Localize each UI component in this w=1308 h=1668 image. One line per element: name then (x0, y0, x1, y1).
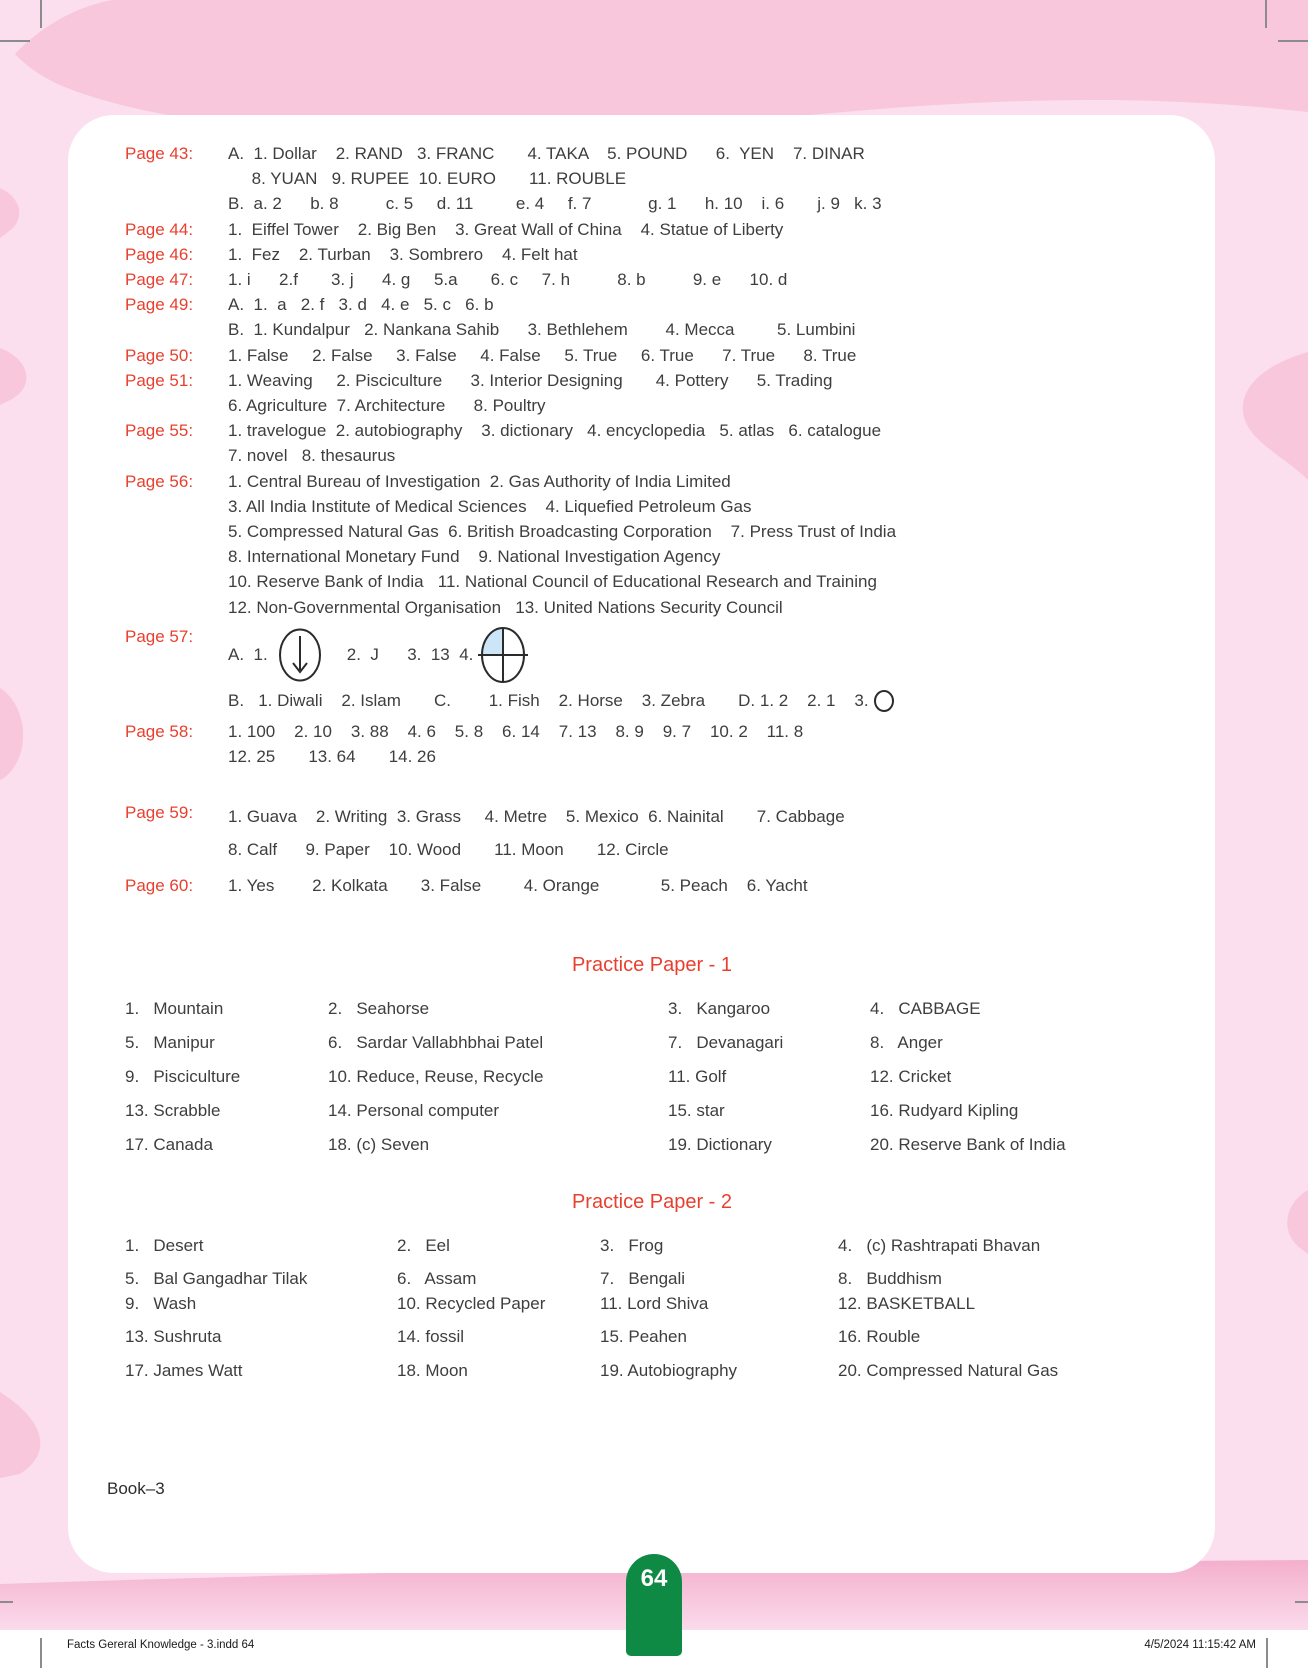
answer-text: 1. False 2. False 3. False 4. False 5. True 6. True 7. True 8. True (228, 345, 857, 365)
practice-paper-answer: 6. Assam (397, 1269, 477, 1289)
practice-paper-row (125, 1233, 1179, 1258)
practice-paper-answer: 5. Bal Gangadhar Tilak (125, 1269, 308, 1289)
answer-text: 1. Eiffel Tower 2. Big Ben 3. Great Wall of China 4. Statue of Liberty (228, 219, 784, 239)
footer-filename: Facts Gereral Knowledge - 3.indd 64 (67, 1639, 255, 1651)
practice-paper-answer: 2. Eel (397, 1236, 450, 1256)
answer-card (68, 115, 1215, 1573)
answer-text: 12. Non-Governmental Organisation 13. United Nations Security Council (228, 597, 783, 617)
page-label: Page 60: (125, 876, 194, 896)
practice-paper-2-title: Practice Paper - 2 (571, 1191, 733, 1214)
page-label: Page 50: (125, 345, 194, 365)
practice-paper-answer: 7. Bengali (600, 1269, 686, 1289)
answer-row (125, 469, 1179, 620)
answer-text: 8. YUAN 9. RUPEE 10. EURO 11. ROUBLE (228, 169, 627, 189)
practice-paper-1-title: Practice Paper - 1 (571, 954, 733, 977)
answer-row (125, 242, 1179, 267)
answer-text: 5. Compressed Natural Gas 6. British Broadcasting Corporation 7. Press Trust of India (228, 522, 897, 542)
page-label: Page 58: (125, 721, 194, 741)
answer-text: 2. J 3. 13 4. (323, 645, 479, 665)
practice-paper-row (125, 1064, 1179, 1089)
practice-paper-1-rows (125, 996, 1179, 1157)
practice-paper-answer: 11. Golf (668, 1067, 727, 1087)
answer-text: 1. Yes 2. Kolkata 3. False 4. Orange 5. Peach 6. Yacht (228, 876, 808, 896)
crop-mark-top-left-v (40, 0, 42, 28)
answer-text: 1. travelogue 2. autobiography 3. dictionary 4. encyclopedia 5. atlas 6. catalogue (228, 421, 882, 441)
answer-text: 8. Calf 9. Paper 10. Wood 11. Moon 12. Circle (228, 840, 669, 860)
answer-text: 3. All India Institute of Medical Sciences 4. Liquefied Petroleum Gas (228, 496, 752, 516)
practice-paper-2 (125, 1191, 1179, 1383)
answer-text: B. 1. Diwali 2. Islam C. 1. Fish 2. Horse 3. Zebra D. 1. 2 2. 1 3. (228, 691, 874, 711)
answer-text: 1. Weaving 2. Pisciculture 3. Interior Designing 4. Pottery 5. Trading (228, 370, 833, 390)
crop-mark-top-left-h (0, 40, 30, 42)
page-label: Page 44: (125, 219, 194, 239)
practice-paper-answer: 9. Wash (125, 1294, 197, 1314)
circle-quadrant-icon (478, 624, 528, 686)
practice-paper-answer: 14. fossil (397, 1327, 465, 1347)
page-label: Page 55: (125, 421, 194, 441)
answer-text: 7. novel 8. thesaurus (228, 446, 396, 466)
answer-text: 6. Agriculture 7. Architecture 8. Poultry (228, 396, 546, 416)
page-label: Page 46: (125, 244, 194, 264)
answer-row (125, 343, 1179, 368)
page-label: Page 57: (125, 626, 194, 646)
page-label: Page 49: (125, 295, 194, 315)
practice-paper-1 (125, 954, 1179, 1157)
practice-paper-row (125, 1132, 1179, 1157)
page-label: Page 59: (125, 803, 194, 823)
answer-text: 1. Guava 2. Writing 3. Grass 4. Metre 5. Mexico 6. Nainital 7. Cabbage (228, 807, 845, 827)
practice-paper-answer: 14. Personal computer (328, 1101, 500, 1121)
practice-paper-answer: 3. Frog (600, 1236, 664, 1256)
practice-paper-row (125, 1358, 1179, 1383)
practice-paper-answer: 13. Sushruta (125, 1327, 222, 1347)
practice-paper-row (125, 1291, 1179, 1316)
practice-paper-answer: 15. Peahen (600, 1327, 687, 1347)
answer-text: 10. Reserve Bank of India 11. National Council of Educational Research and Training (228, 572, 877, 592)
page-label: Page 47: (125, 270, 194, 290)
practice-paper-answer: 6. Sardar Vallabhbhai Patel (328, 1033, 544, 1053)
practice-paper-answer: 8. Buddhism (838, 1269, 942, 1289)
practice-paper-answer: 4. (c) Rashtrapati Bhavan (838, 1236, 1041, 1256)
answer-text: 12. 25 13. 64 14. 26 (228, 747, 436, 767)
answer-row (125, 141, 1179, 217)
practice-paper-answer: 5. Manipur (125, 1033, 215, 1053)
practice-paper-answer: 4. CABBAGE (870, 999, 981, 1019)
practice-paper-answer: 18. (c) Seven (328, 1135, 430, 1155)
crop-mark-bottom-left-h (0, 1601, 13, 1603)
circle-outline-icon (873, 689, 895, 713)
crop-mark-top-right-v (1265, 0, 1267, 28)
practice-paper-answer: 11. Lord Shiva (600, 1294, 709, 1314)
answer-text: A. 1. (228, 645, 278, 665)
practice-paper-2-rows (125, 1233, 1179, 1383)
answer-text: B. 1. Kundalpur 2. Nankana Sahib 3. Bethlehem 4. Mecca 5. Lumbini (228, 320, 856, 340)
answer-row (125, 873, 1179, 898)
crop-mark-bottom-left-v (40, 1638, 42, 1668)
practice-paper-answer: 18. Moon (397, 1361, 468, 1381)
practice-paper-answer: 19. Autobiography (600, 1361, 738, 1381)
footer-timestamp: 4/5/2024 11:15:42 AM (1144, 1639, 1256, 1651)
page-number-badge: 64 (626, 1554, 682, 1656)
practice-paper-answer: 1. Desert (125, 1236, 204, 1256)
crop-mark-bottom-right-v (1266, 1638, 1268, 1668)
answer-row (125, 418, 1179, 468)
practice-paper-answer: 2. Seahorse (328, 999, 430, 1019)
practice-paper-answer: 3. Kangaroo (668, 999, 771, 1019)
answer-row (125, 217, 1179, 242)
crop-mark-top-right-h (1278, 40, 1308, 42)
page-label: Page 51: (125, 370, 194, 390)
practice-paper-answer: 15. star (668, 1101, 725, 1121)
practice-paper-answer: 20. Reserve Bank of India (870, 1135, 1066, 1155)
answer-text: 1. Central Bureau of Investigation 2. Gas Authority of India Limited (228, 471, 731, 491)
practice-paper-row (125, 1266, 1179, 1291)
practice-paper-answer: 16. Rouble (838, 1327, 921, 1347)
practice-paper-answer: 19. Dictionary (668, 1135, 772, 1155)
answer-row (125, 719, 1179, 769)
practice-paper-row (125, 1098, 1179, 1123)
answer-text: 1. Fez 2. Turban 3. Sombrero 4. Felt hat (228, 244, 578, 264)
answer-row (125, 368, 1179, 418)
practice-paper-answer: 10. Reduce, Reuse, Recycle (328, 1067, 544, 1087)
answers-list (125, 141, 1179, 898)
answer-text: B. a. 2 b. 8 c. 5 d. 11 e. 4 f. 7 g. 1 h. 10 i. 6 j. 9 k. 3 (228, 194, 882, 214)
practice-paper-answer: 17. James Watt (125, 1361, 243, 1381)
practice-paper-answer: 7. Devanagari (668, 1033, 784, 1053)
answer-text: A. 1. a 2. f 3. d 4. e 5. c 6. b (228, 295, 494, 315)
practice-paper-answer: 16. Rudyard Kipling (870, 1101, 1019, 1121)
page-label: Page 43: (125, 144, 194, 163)
practice-paper-answer: 13. Scrabble (125, 1101, 221, 1121)
practice-paper-answer: 17. Canada (125, 1135, 213, 1155)
crop-mark-bottom-right-h (1295, 1601, 1308, 1603)
answer-row (125, 267, 1179, 292)
practice-paper-answer: 12. BASKETBALL (838, 1294, 976, 1314)
answer-text: A. 1. Dollar 2. RAND 3. FRANC 4. TAKA 5. POUND 6. YEN 7. DINAR (228, 144, 865, 163)
practice-paper-answer: 1. Mountain (125, 999, 224, 1019)
answer-text: 1. 100 2. 10 3. 88 4. 6 5. 8 6. 14 7. 13 8. 9 9. 7 10. 2 11. 8 (228, 721, 804, 741)
practice-paper-answer: 12. Cricket (870, 1067, 952, 1087)
answer-text: 1. i 2.f 3. j 4. g 5.a 6. c 7. h 8. b 9. e 10. d (228, 270, 788, 290)
practice-paper-answer: 10. Recycled Paper (397, 1294, 546, 1314)
practice-paper-row (125, 1030, 1179, 1055)
answer-text: 8. International Monetary Fund 9. National Investigation Agency (228, 547, 721, 567)
page-label: Page 56: (125, 471, 194, 491)
answer-row (125, 800, 1179, 866)
practice-paper-answer: 8. Anger (870, 1033, 943, 1053)
answer-row (125, 624, 1179, 716)
book-label: Book–3 (107, 1479, 165, 1498)
practice-paper-row (125, 996, 1179, 1021)
practice-paper-answer: 9. Pisciculture (125, 1067, 241, 1087)
answer-row (125, 292, 1179, 342)
circle-down-arrow-icon (277, 626, 323, 684)
practice-paper-answer: 20. Compressed Natural Gas (838, 1361, 1059, 1381)
practice-paper-row (125, 1324, 1179, 1349)
